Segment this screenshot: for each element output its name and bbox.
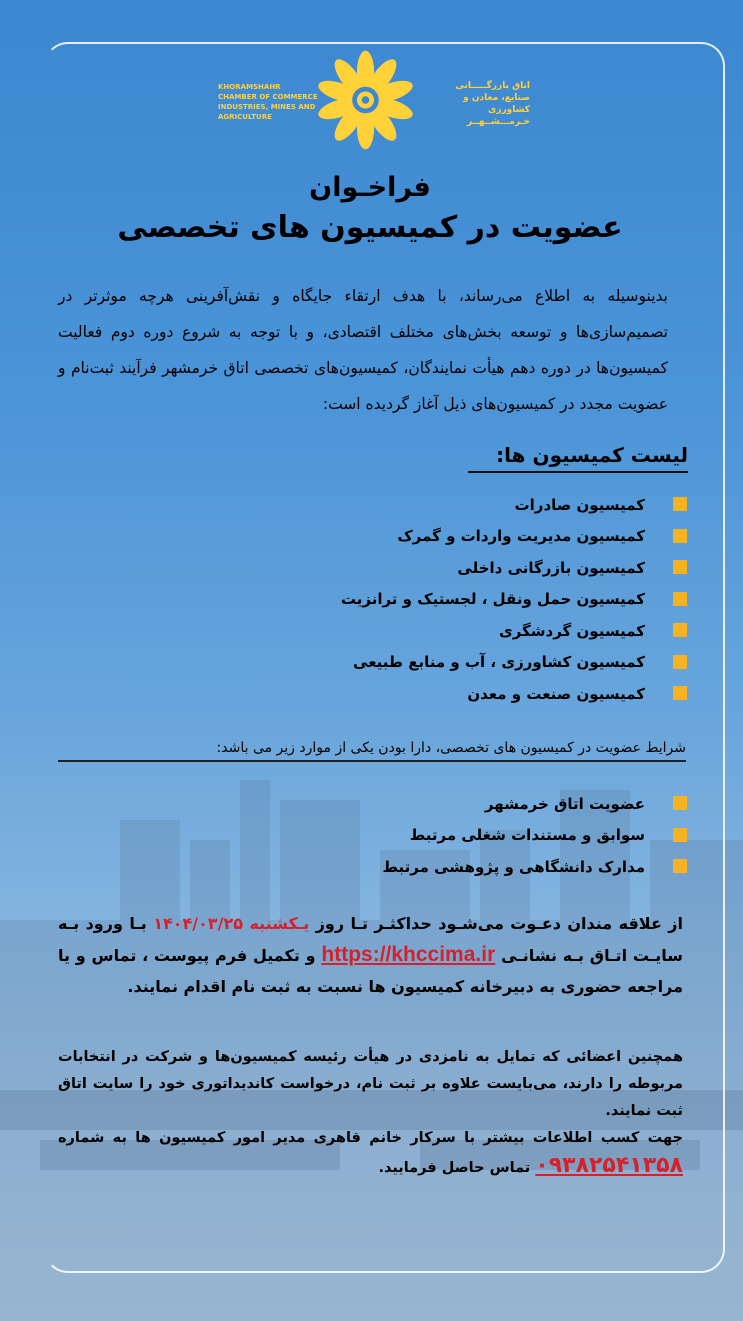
logo-fa-line2: صنایع، معادن و کشاورزی [463,93,530,115]
heading-underline [468,471,688,473]
conditions-underline [58,760,686,762]
bullet-square-icon [673,828,687,842]
list-item-label: کمیسیون صنعت و معدن [467,684,645,703]
list-item-label: کمیسیون حمل ونقل ، لجستیک و ترانزیت [340,590,645,609]
list-item [207,851,687,883]
list-item-label: سوابق و مستندات شغلی مرتبط [409,826,645,845]
bullet-square-icon [673,529,687,543]
commission-list [207,489,687,710]
conditions-heading [58,740,686,762]
conditions-heading-text: شرایط عضویت در کمیسیون های تخصصی، دارا بودن یکی از موارد زیر می باشد: [216,740,686,756]
website-link[interactable]: https://khccima.ir [321,943,496,966]
page-title-line1: فراخـوان [309,172,431,203]
list-item [207,788,687,820]
bullet-square-icon [673,497,687,511]
list-item [207,489,687,521]
board-candidacy-text: همچنین اعضائی که تمایل به نامزدی در هیأت رئیسه کمیسیون‌ها و شرکت در انتخابات مربوطه را دارند، می‌بایست علاوه بر ثبت نام، درخواست کاندیداتوری خود را سایت اتاق ثبت نمایند. [58,1049,683,1119]
list-item [207,647,687,679]
list-item-label: کمیسیون گردشگری [498,621,645,640]
bullet-square-icon [673,623,687,637]
conditions-list [207,788,687,883]
phone-number[interactable]: ۰۹۳۸۲۵۴۱۳۵۸ [535,1153,683,1178]
page-title-line2: عضویت در کمیسیون های تخصصی [117,210,623,245]
list-item-label: کمیسیون کشاورزی ، آب و منابع طبیعی [353,653,645,672]
list-item [207,521,687,553]
logo-fa-line1: اتاق بازرگـــــانی [455,81,530,91]
board-contact-paragraph [58,1044,683,1182]
intro-paragraph: بدینوسیله به اطلاع می‌رساند، با هدف ارتقاء جایگاه و نقش‌آفرینی هرچه موثرتر در تصمیم‌سازی‌ها و توسعه بخش‌های مختلف اقتصادی، و با توجه به شروع دوره دوم فعالیت کمیسیون‌ها در دوره دهم هیأت نمایندگان، کمیسیون‌های تخصصی اتاق خرمشهر فرآیند ثبت‌نام و عضویت مجدد در کمیسیون‌های ذیل آغاز گردیده است: [58,287,668,413]
list-item-label: کمیسیون مدیریت واردات و گمرک [397,527,645,546]
list-item [207,615,687,647]
list-item [207,678,687,710]
list-item [207,820,687,852]
bullet-square-icon [673,796,687,810]
registration-paragraph [58,908,683,1002]
list-item-label: کمیسیون صادرات [514,495,645,514]
logo-fa-line3: خـرمـــشــهــر [467,117,530,127]
registration-text-1: از علاقه مندان دعـوت می‌شـود حداکثـر تـا روز [309,914,683,933]
chamber-logo-icon [318,46,413,154]
bullet-square-icon [673,859,687,873]
list-item-label: مدارک دانشگاهی و پژوهشی مرتبط [382,857,645,876]
bullet-square-icon [673,560,687,574]
registration-text-3: و تکمیل فرم پیوست ، تماس و یا مراجعه حضوری به دبیرخانه کمیسیون ها نسبت به ثبت نام اقدام نمایند. [58,946,683,996]
contact-text-2: تماس حاصل فرمایید. [378,1160,536,1176]
list-item-label: عضویت اتاق خرمشهر [484,794,645,813]
contact-text-1: جهت کسب اطلاعات بیشتر با سرکار خانم قاهری مدیر امور کمیسیون ها به شماره [58,1130,683,1146]
deadline-date: یـکشنبه ۱۴۰۴/۰۳/۲۵ [153,914,310,933]
contact-text [58,1125,683,1182]
list-item [207,552,687,584]
list-item-label: کمیسیون بازرگانی داخلی [457,558,645,577]
commission-list-heading-text: لیست کمیسیون ها: [496,443,688,467]
bullet-square-icon [673,592,687,606]
list-item [207,584,687,616]
commission-list-heading [440,443,688,473]
bullet-square-icon [673,655,687,669]
bullet-square-icon [673,686,687,700]
logo-english-text: KHORAMSHAHR CHAMBER OF COMMERCE INDUSTRIES, MINES AND AGRICULTURE [218,83,318,121]
logo-persian-text [420,80,530,128]
registration-text-2: بـا ورود بـه سایـت اتـاق بـه نشانـی [58,914,683,965]
